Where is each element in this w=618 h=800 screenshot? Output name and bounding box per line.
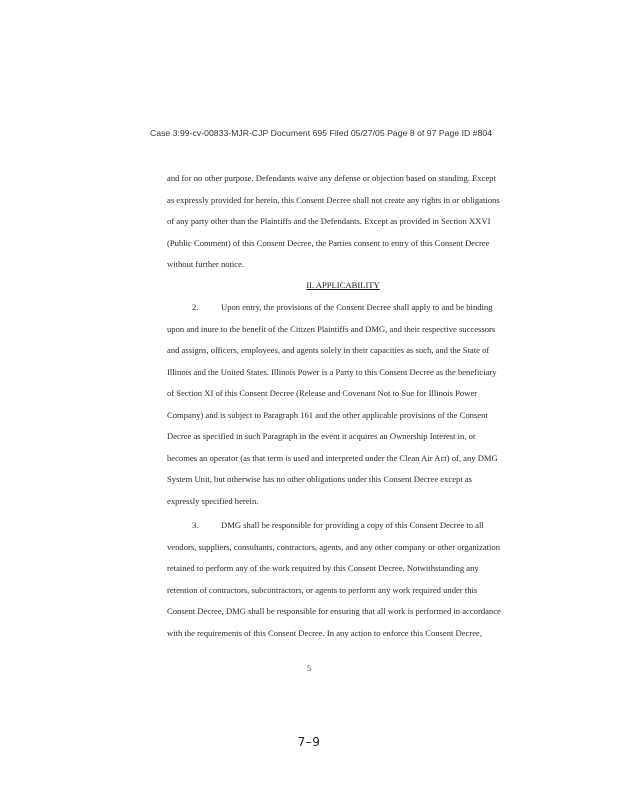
paragraph-line: with the requirements of this Consent Decree. In any action to enforce this Consent Decree, — [167, 627, 483, 638]
paragraph-line: Decree as specified in such Paragraph in the event it acquires an Ownership Interest in, or — [167, 431, 476, 441]
paragraph-line: Company) and is subject to Paragraph 161 and the other applicable provisions of the Consent — [167, 409, 488, 420]
paragraph-text: DMG shall be responsible for providing a copy of this Consent Decree to all — [221, 520, 484, 530]
paragraph-line: System Unit, but otherwise has no other obligations under this Consent Decree except as — [167, 474, 473, 484]
paragraph-line: and assigns, officers, employees, and agents solely in their capacities as such, and the State of — [167, 345, 490, 355]
intro-line: and for no other purpose. Defendants waive any defense or objection based on standing. Except — [167, 173, 496, 183]
case-header: Case 3:99-cv-00833-MJR-CJP Document 695 Filed 05/27/05 Page 8 of 97 Page ID #804 — [150, 128, 493, 138]
intro-line: (Public Comment) of this Consent Decree, the Parties consent to entry of this Consent Decree — [167, 237, 490, 248]
section-heading: II. APPLICABILITY — [306, 279, 380, 290]
paragraph-line: vendors, suppliers, consultants, contractors, agents, and any other company or other organization — [167, 541, 500, 552]
exhibit-page-label: 7–9 — [297, 735, 321, 749]
intro-line: as expressly provided for herein, this Consent Decree shall not create any rights in or obligations — [167, 194, 500, 205]
intro-line: of any party other than the Plaintiffs and the Defendants. Except as provided in Section XXVI — [167, 216, 491, 226]
paragraph-3-first-line — [167, 519, 484, 531]
paragraph-line: expressly specified herein. — [167, 495, 259, 506]
paragraph-line: retained to perform any of the work required by this Consent Decree. Notwithstanding any — [167, 563, 479, 573]
paragraph-line: Illinois and the United States. Illinois Power is a Party to this Consent Decree as the beneficiary — [167, 366, 497, 377]
paragraph-line: Consent Decree, DMG shall be responsible for ensuring that all work is performed in accordance — [167, 606, 501, 616]
paragraph-line: retention of contractors, subcontractors, or agents to perform any work required under this — [167, 584, 478, 595]
intro-line: without further notice. — [167, 259, 245, 269]
paragraph-line: of Section XI of this Consent Decree (Release and Covenant Not to Sue for Illinois Power — [167, 388, 478, 398]
paragraph-number: 2. — [192, 302, 199, 312]
paragraph-number: 3. — [192, 520, 199, 530]
paragraph-text: Upon entry, the provisions of the Consent Decree shall apply to and be binding — [221, 302, 493, 312]
paragraph-2-first-line — [167, 301, 493, 313]
paragraph-line: becomes an operator (as that term is used and interpreted under the Clean Air Act) of, any DMG — [167, 452, 498, 463]
paragraph-line: upon and inure to the benefit of the Citizen Plaintiffs and DMG, and their respective successors — [167, 323, 496, 334]
page-number: 5 — [307, 664, 311, 673]
